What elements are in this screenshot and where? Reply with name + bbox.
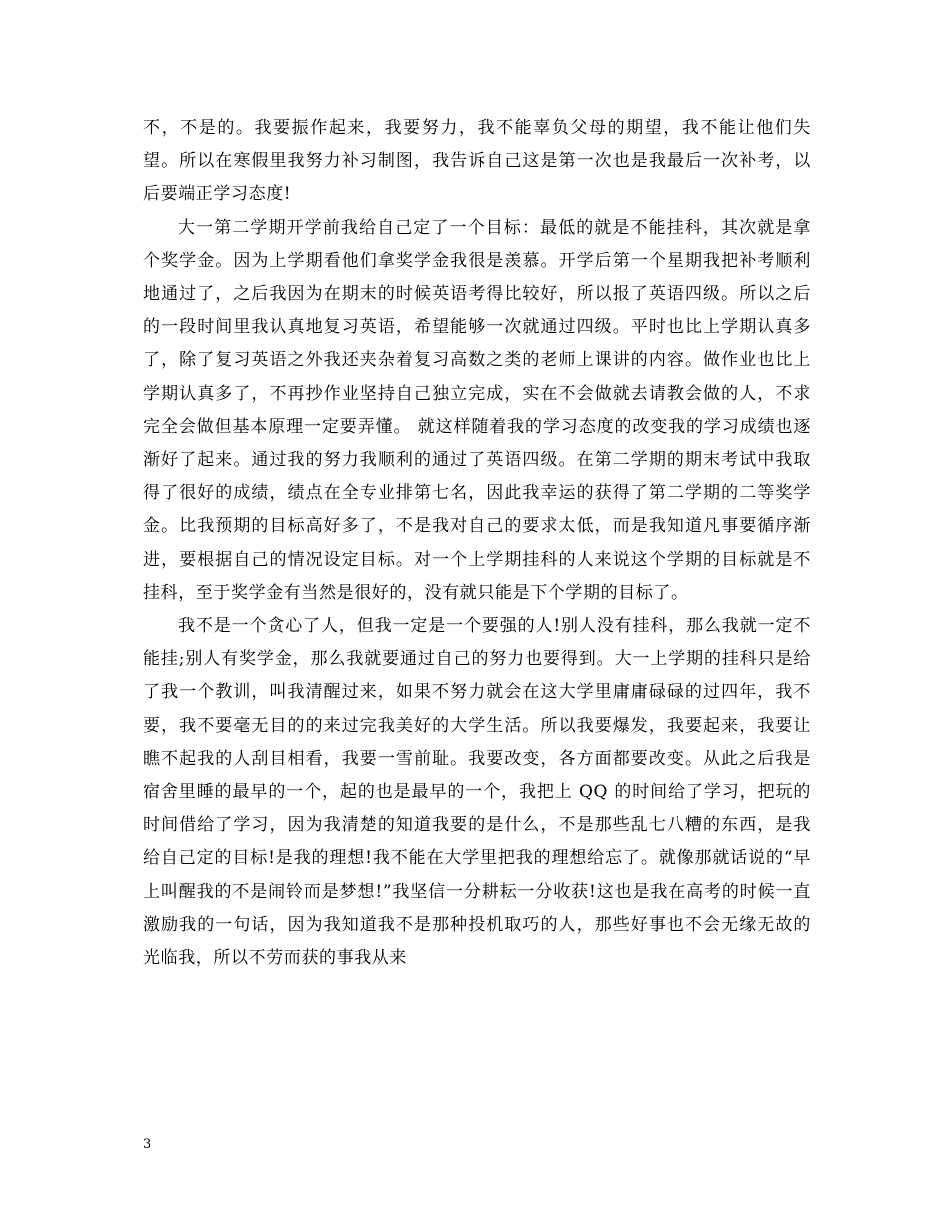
body-text (143, 112, 811, 975)
page-number: 3 (143, 1137, 152, 1152)
paragraph-1: 不，不是的。我要振作起来，我要努力，我不能辜负父母的期望，我不能让他们失望。所以在寒假里我努力补习制图，我告诉自己这是第一次也是我最后一次补考，以后要端正学习态度! (143, 118, 811, 205)
paragraph-3: 我不是一个贪心了人，但我一定是一个要强的人!别人没有挂科，那么我就一定不能挂;别人有奖学金，那么我就要通过自己的努力也要得到。大一上学期的挂科只是给了我一个教训，叫我清醒过来，如果不努力就会在这大学里庸庸碌碌的过四年，我不要，我不要毫无目的的来过完我美好的大学生活。所以我要爆发，我要起来，我要让瞧不起我的人刮目相看，我要一雪前耻。我要改变，各方面都要改变。从此之后我是宿舍里睡的最早的一个，起的也是最早的一个，我把上 QQ 的时间给了学习，把玩的时间借给了学习，因为我清楚的知道我要的是什么，不是那些乱七八糟的东西，是我给自己定的目标!是我的理想!我不能在大学里把我的理想给忘了。就像那就话说的“早上叫醒我的不是闹铃而是梦想!”我坚信一分耕耘一分收获!这也是我在高考的时候一直激励我的一句话，因为我知道我不是那种投机取巧的人，那些好事也不会无缘无故的光临我，所以不劳而获的事我从来 (143, 616, 811, 969)
paragraph-2: 大一第二学期开学前我给自己定了一个目标：最低的就是不能挂科，其次就是拿个奖学金。因为上学期看他们拿奖学金我很是羡慕。开学后第一个星期我把补考顺利地通过了，之后我因为在期末的时候英语考得比较好，所以报了英语四级。所以之后的一段时间里我认真地复习英语，希望能够一次就通过四级。平时也比上学期认真多了，除了复习英语之外我还夹杂着复习高数之类的老师上课讲的内容。做作业也比上学期认真多了，不再抄作业坚持自己独立完成，实在不会做就去请教会做的人，不求完全会做但基本原理一定要弄懂。 就这样随着我的学习态度的改变我的学习成绩也逐渐好了起来。通过我的努力我顺利的通过了英语四级。在第二学期的期末考试中我取得了很好的成绩，绩点在全专业排第七名，因此我幸运的获得了第二学期的二等奖学金。比我预期的目标高好多了，不是我对自己的要求太低，而是我知道凡事要循序渐进，要根据自己的情况设定目标。对一个上学期挂科的人来说这个学期的目标就是不挂科，至于奖学金有当然是很好的，没有就只能是下个学期的目标了。 (143, 217, 811, 603)
